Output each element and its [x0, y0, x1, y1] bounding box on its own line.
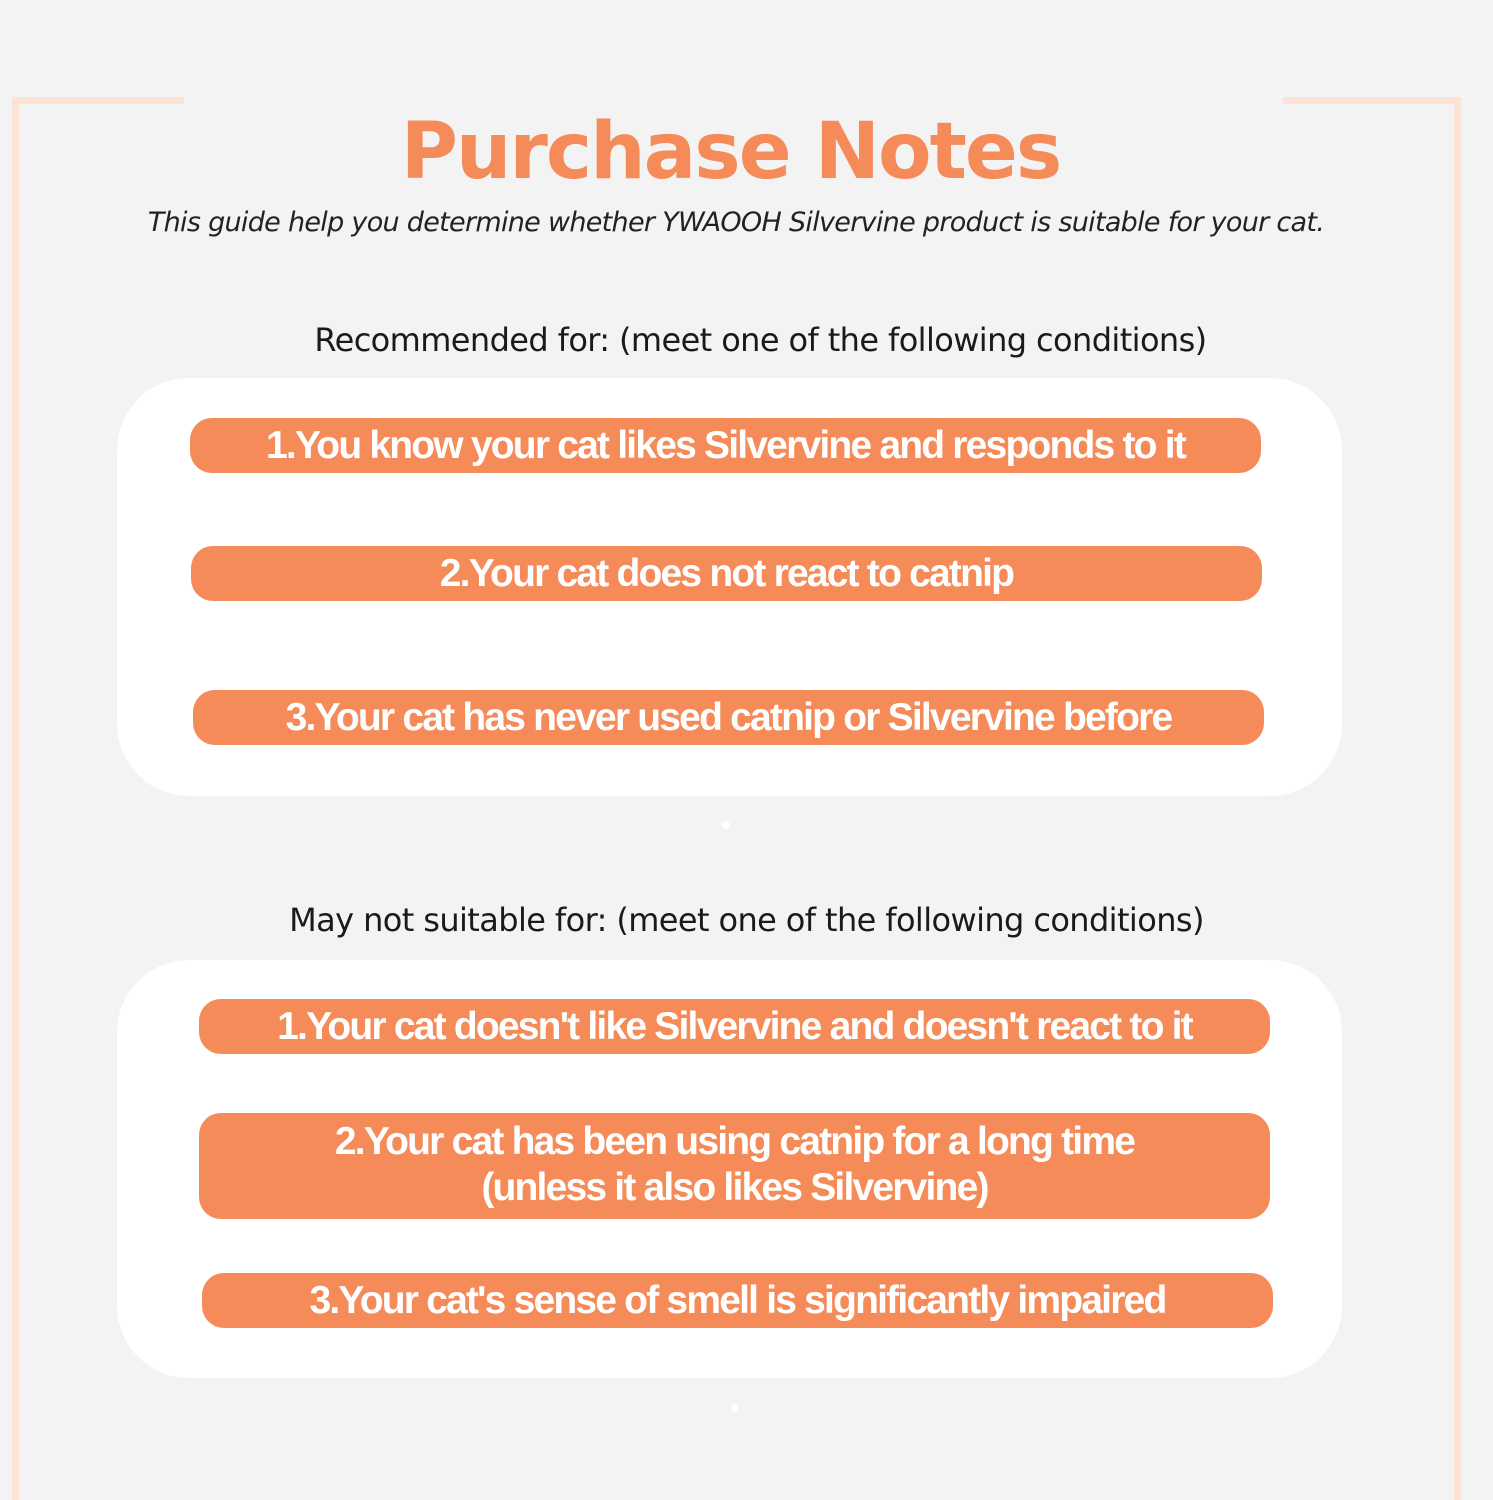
frame-border-right [1454, 97, 1461, 1500]
not-suitable-item-2 [199, 1113, 1270, 1219]
not-suitable-item-3: 3.Your cat's sense of smell is significantly impaired [202, 1273, 1273, 1328]
frame-border-left [12, 97, 19, 1500]
frame-border-top-right [1283, 97, 1461, 104]
not-suitable-item-2-line-1: 2.Your cat has been using catnip for a long time [334, 1120, 1135, 1163]
recommended-item-3: 3.Your cat has never used catnip or Silvervine before [193, 690, 1264, 745]
not-suitable-item-1: 1.Your cat doesn't like Silvervine and doesn't react to it [199, 999, 1270, 1054]
decorative-dot [731, 1404, 739, 1412]
recommended-item-2: 2.Your cat does not react to catnip [191, 546, 1262, 601]
frame-border-top-left [12, 97, 184, 104]
not-suitable-item-2-line-2: (unless it also likes Silvervine) [481, 1166, 988, 1209]
not-suitable-heading: May not suitable for: (meet one of the following conditions) [289, 901, 1204, 939]
recommended-heading: Recommended for: (meet one of the following conditions) [314, 321, 1207, 359]
recommended-item-1: 1.You know your cat likes Silvervine and responds to it [190, 418, 1261, 473]
page-title: Purchase Notes [400, 107, 1061, 198]
decorative-dot [722, 821, 730, 829]
page-subtitle: This guide help you determine whether YWAOOH Silvervine product is suitable for your cat. [147, 207, 1325, 238]
